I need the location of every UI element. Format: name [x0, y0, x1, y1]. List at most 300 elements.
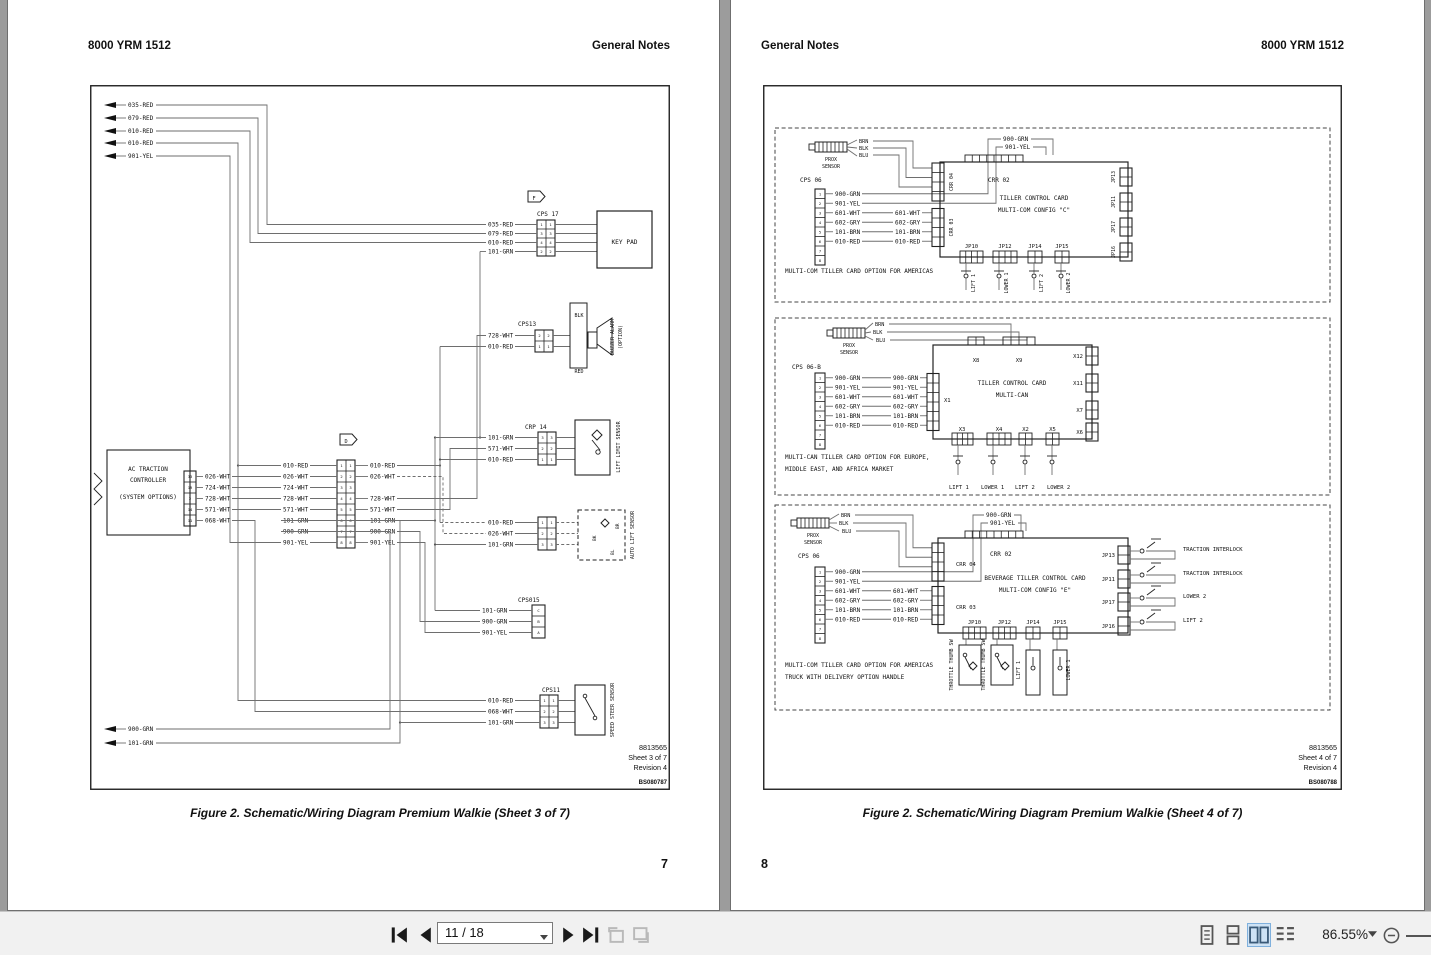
page-dropdown-caret-icon[interactable] [540, 929, 548, 944]
zoom-out-icon [1382, 926, 1401, 945]
connector-label: X7 [1076, 408, 1083, 414]
connector-label: JP11 [1111, 195, 1117, 209]
diagram-label: 728-WHT [370, 495, 396, 503]
diagram-label: 900-GRN [1003, 136, 1029, 143]
pin-number: 2 [818, 578, 822, 584]
pin-number: 3 [349, 485, 352, 491]
switch-label: LIFT 2 [1015, 485, 1035, 491]
pin-number: 5 [818, 607, 822, 613]
zoom-out-button[interactable] [1382, 926, 1404, 948]
next-view-icon [630, 924, 652, 946]
layout-continuous-button[interactable] [1222, 924, 1244, 946]
diagram-label: 602-GRY [835, 403, 861, 411]
pin-number: 6 [349, 518, 352, 524]
diagram-note: TRUCK WITH DELIVERY OPTION HANDLE [785, 674, 905, 681]
diagram-label: 900-GRN [283, 528, 309, 536]
pin-number: 5 [818, 413, 822, 419]
device-label: KEY PAD [611, 239, 638, 246]
diagram-label: 900-GRN [835, 190, 861, 198]
pin-number: 33 [187, 474, 193, 480]
sensor-label: PROX [824, 157, 838, 163]
diagram-label: 101-BRN [835, 606, 861, 614]
diagram-label: 101-BRN [893, 412, 919, 420]
diagram-label: BRN [875, 322, 885, 328]
diagram-label: 101-BRN [835, 228, 861, 236]
diagram-label: 601-WHT [835, 587, 861, 595]
pin-number: 2 [540, 249, 543, 255]
pin-number: 3 [541, 542, 544, 548]
connector-label: CRR 03 [956, 605, 976, 611]
page8-header-right: 8000 YRM 1512 [1261, 40, 1344, 52]
pin-number: 7 [349, 529, 352, 535]
diagram-label: 010-RED [283, 462, 309, 470]
diagram-label: 101-GRN [488, 248, 514, 256]
diagram-note: MULTI-COM TILLER CARD OPTION FOR AMERICAS [785, 662, 934, 669]
figure-caption: Figure 2. Schematic/Wiring Diagram Premium Walkie (Sheet 3 of 7) [190, 806, 570, 820]
next-view-button[interactable] [630, 924, 652, 946]
diagram-label: 101-GRN [128, 740, 154, 747]
pin-number: 8 [818, 635, 822, 641]
diagram-label: 571-WHT [205, 506, 231, 514]
pin-number: 1 [340, 463, 343, 469]
diagram-label: 901-YEL [1005, 144, 1031, 151]
connector-label: JP15 [1055, 244, 1069, 250]
pin-number: 3 [818, 588, 822, 594]
pin-number: 8 [349, 540, 352, 546]
pin-number: 2 [541, 446, 544, 452]
diagram-label: 900-GRN [128, 726, 154, 733]
pin-number: 1 [550, 520, 553, 526]
diagram-label: 901-YEL [835, 578, 861, 586]
pin-number: 1 [540, 222, 543, 228]
pin-number: A [537, 630, 540, 636]
diagram-label: BLU [842, 529, 852, 535]
pin-number: 5 [340, 507, 343, 513]
diagram-label: BRN [841, 513, 851, 519]
pin-number: 2 [818, 384, 822, 390]
pin-number: 2 [818, 200, 822, 206]
diagram-label: 602-GRY [835, 219, 861, 227]
pin-number: 1 [818, 191, 822, 197]
card-title: TILLER CONTROL CARD [977, 380, 1047, 387]
diagram-label: 035-RED [128, 102, 154, 109]
page7-header-right: General Notes [592, 40, 670, 52]
pin-number: 4 [818, 597, 822, 603]
pin-number: 8 [340, 540, 343, 546]
switch-label: LOWER 2 [1183, 594, 1207, 600]
diagram-label: 010-RED [370, 462, 396, 470]
pin-number: 7 [818, 626, 822, 632]
diagram-label: 010-RED [488, 456, 514, 464]
pdf-page-8 [731, 0, 1424, 910]
pin-number: 1 [543, 698, 546, 704]
diagram-label: 728-WHT [205, 495, 231, 503]
diagram-label: 901-YEL [835, 384, 861, 392]
switch-label: THROTTLE THUMB SW [981, 639, 987, 691]
flag-marker: D [344, 439, 348, 445]
zoom-dropdown-caret-icon[interactable] [1368, 929, 1378, 939]
pin-number: 2 [552, 709, 555, 715]
page7-header-left: 8000 YRM 1512 [88, 40, 171, 52]
single-page-icon [1196, 924, 1218, 946]
device-label: (OPTION) [618, 324, 624, 350]
page-number: 7 [661, 857, 668, 871]
diagram-label: 900-GRN [835, 374, 861, 382]
connector-label: JP14 [1026, 620, 1040, 626]
pin-number: 14 [187, 507, 193, 513]
diagram-label: BK [593, 535, 598, 541]
pin-number: 2 [550, 531, 553, 537]
diagram-label: 602-GRY [895, 219, 921, 227]
diagram-label: 010-RED [488, 239, 514, 247]
wiring-diagram-sheet3 [90, 85, 670, 790]
pin-number: 1 [818, 375, 822, 381]
revision: Revision 4 [633, 763, 667, 772]
connector-label: CRR 03 [949, 218, 955, 237]
connector-label: CPS 06 [798, 553, 820, 560]
continuous-pages-icon [1222, 924, 1244, 946]
diagram-label: 101-BRN [835, 412, 861, 420]
page8-header-left: General Notes [761, 40, 839, 52]
pin-number: 1 [550, 457, 553, 463]
pin-number: 8 [818, 257, 822, 263]
connector-label: X9 [1015, 358, 1023, 364]
diagram-label: 901-YEL [482, 629, 508, 637]
pin-number: 2 [340, 474, 343, 480]
pin-number: 3 [818, 394, 822, 400]
diagram-note: MULTI-COM TILLER CARD OPTION FOR AMERICAS [785, 268, 934, 275]
diagram-label: 010-RED [128, 128, 154, 135]
sensor-label: SENSOR [803, 540, 823, 546]
zoom-slider-track[interactable] [1406, 935, 1431, 937]
connector-label: JP15 [1053, 620, 1067, 626]
pin-number: 6 [818, 238, 822, 244]
previous-view-button[interactable] [605, 924, 627, 946]
card-title: MULTI-COM CONFIG "E" [998, 587, 1072, 594]
diagram-label: 026-WHT [370, 473, 396, 481]
sensor-label: PROX [806, 533, 820, 539]
part-number: 8813565 [639, 743, 667, 752]
diagram-label: 010-RED [835, 238, 861, 246]
pin-number: 4 [818, 403, 822, 409]
last-page-button[interactable] [579, 924, 601, 946]
diagram-label: BLU [859, 153, 869, 159]
pin-number: 2 [538, 333, 541, 339]
diagram-label: 010-RED [128, 140, 154, 147]
connector-label: X12 [1073, 354, 1083, 360]
switch-label: LOWER 2 [1066, 272, 1072, 294]
diagram-label: 602-GRY [893, 403, 919, 411]
diagram-label: 901-YEL [893, 384, 919, 392]
diagram-label: BLK [574, 313, 584, 319]
page-number: 8 [761, 857, 768, 871]
connector-label: JP10 [967, 620, 982, 626]
figure-caption: Figure 2. Schematic/Wiring Diagram Premium Walkie (Sheet 4 of 7) [862, 806, 1243, 820]
card-title: TILLER CONTROL CARD [999, 195, 1069, 202]
diagram-label: BLU [876, 338, 886, 344]
two-page-continuous-icon [1274, 924, 1296, 946]
device-label: (SYSTEM OPTIONS) [119, 494, 177, 501]
connector-label: CPS11 [542, 687, 561, 694]
diagram-label: 901-YEL [370, 539, 396, 547]
connector-label: JP12 [997, 620, 1012, 626]
viewer-toolbar [0, 911, 1431, 955]
pin-number: B [537, 619, 540, 625]
diagram-label: 724-WHT [205, 484, 231, 492]
diagram-label: 010-RED [488, 697, 514, 705]
diagram-label: 900-GRN [370, 528, 396, 536]
pin-number: 1 [549, 222, 552, 228]
pin-number: 3 [818, 210, 822, 216]
diagram-label: BRN [859, 139, 869, 145]
connector-label: JP16 [1111, 245, 1117, 259]
switch-label: LIFT 1 [949, 485, 969, 491]
switch-label: LIFT 1 [971, 273, 977, 293]
diagram-label: 010-RED [895, 238, 921, 246]
first-page-icon [389, 924, 411, 946]
pin-number: 3 [552, 720, 555, 726]
diagram-label: 035-RED [488, 221, 514, 229]
diagram-label: 101-BRN [895, 228, 921, 236]
connector-label: CPS 06-B [792, 364, 821, 371]
switch-label: LOWER 1 [981, 485, 1005, 491]
pin-number: 19 [187, 485, 193, 491]
diagram-label: 026-WHT [283, 473, 309, 481]
device-label: CONTROLLER [129, 477, 167, 484]
layout-two-page-button[interactable] [1248, 924, 1270, 946]
pdf-page-7 [8, 0, 719, 910]
connector-label: CPS015 [518, 597, 540, 604]
connector-label: JP12 [998, 244, 1012, 250]
pin-number: 2 [550, 446, 553, 452]
device-label: LIFT LIMIT SENSOR [616, 421, 622, 473]
connector-label: X5 [1049, 427, 1056, 433]
pin-number: 4 [818, 219, 822, 225]
pin-number: 7 [818, 248, 822, 254]
diagram-label: 901-YEL [283, 539, 309, 547]
pin-number: C [537, 608, 540, 614]
diagram-label: BLK [839, 521, 849, 527]
diagram-label: 728-WHT [283, 495, 309, 503]
connector-label: X1 [944, 398, 951, 404]
diagram-label: 026-WHT [488, 530, 514, 538]
diagram-label: BL [611, 549, 616, 555]
pin-number: 3 [543, 720, 546, 726]
card-title: MULTI-COM CONFIG "C" [997, 207, 1071, 214]
diagram-label: 601-WHT [893, 393, 919, 401]
connector-label: JP13 [1111, 170, 1117, 184]
pin-number: 3 [550, 435, 553, 441]
wiring-diagram-sheet4 [763, 85, 1342, 790]
switch-label: LOWER 1 [1004, 272, 1010, 294]
pin-number: 3 [550, 542, 553, 548]
sensor-label: PROX [842, 343, 856, 349]
device-label: AUTO LIFT SENSOR [630, 510, 636, 560]
diagram-label: 101-GRN [283, 517, 309, 525]
switch-label: TRACTION INTERLOCK [1183, 571, 1243, 577]
connector-label: JP10 [964, 244, 979, 250]
diagram-label: 010-RED [893, 422, 919, 430]
diagram-label: 010-RED [893, 616, 919, 624]
pin-number: 3 [541, 435, 544, 441]
connector-label: X6 [1076, 430, 1083, 436]
diagram-label: 026-WHT [205, 473, 231, 481]
connector-label: JP14 [1028, 244, 1042, 250]
pin-number: 1 [541, 457, 544, 463]
diagram-label: 601-WHT [895, 209, 921, 217]
pin-number: 7 [340, 529, 343, 535]
diagram-note: MIDDLE EAST, AND AFRICA MARKET [785, 466, 894, 473]
diagram-label: BLK [859, 146, 869, 152]
pin-number: 1 [538, 344, 541, 350]
switch-label: TRACTION INTERLOCK [1183, 547, 1243, 553]
diagram-label: BLK [873, 330, 883, 336]
pin-number: 3 [340, 485, 343, 491]
sheet-number: Sheet 3 of 7 [628, 753, 667, 762]
pin-number: 5 [818, 229, 822, 235]
connector-label: X8 [972, 358, 980, 364]
diagram-label: 079-RED [488, 230, 514, 238]
card-title: BEVERAGE TILLER CONTROL CARD [984, 575, 1086, 582]
layout-two-page-continuous-button[interactable] [1274, 924, 1296, 946]
connector-label: CPS 17 [537, 211, 559, 218]
pin-number: 11 [187, 518, 193, 524]
diagram-label: 010-RED [488, 343, 514, 351]
diagram-label: 010-RED [835, 616, 861, 624]
revision: Revision 4 [1303, 763, 1337, 772]
pin-number: 8 [818, 441, 822, 447]
pin-number: 1 [547, 344, 550, 350]
page-input-value: 11 / 18 [445, 925, 484, 940]
diagram-label: 068-WHT [488, 708, 514, 716]
pin-number: 3 [549, 231, 552, 237]
diagram-note: MULTI-CAN TILLER CARD OPTION FOR EUROPE, [785, 454, 930, 461]
pin-number: 2 [188, 496, 192, 502]
pin-number: 1 [818, 569, 822, 575]
previous-page-icon [415, 924, 437, 946]
device-label: SPEED STEER SENSOR [610, 682, 616, 738]
connector-label: JP16 [1101, 624, 1115, 630]
diagram-label: 101-BRN [893, 606, 919, 614]
device-label: BUZZER ALARM [610, 318, 616, 356]
connector-label: CPS13 [518, 321, 537, 328]
diagram-label: 068-WHT [205, 517, 231, 525]
pin-number: 1 [349, 463, 352, 469]
diagram-label: 010-RED [835, 422, 861, 430]
connector-label: CRP 14 [525, 424, 547, 431]
diagram-label: 101-GRN [488, 434, 514, 442]
device-label: AC TRACTION [128, 466, 168, 473]
diagram-label: 571-WHT [370, 506, 396, 514]
pin-number: 2 [543, 709, 546, 715]
pin-number: 6 [818, 616, 822, 622]
previous-page-button[interactable] [415, 924, 437, 946]
pin-number: 2 [547, 333, 550, 339]
diagram-label: 900-GRN [835, 568, 861, 576]
diagram-label: 901-YEL [835, 200, 861, 208]
diagram-label: 101-GRN [370, 517, 396, 525]
switch-label: LIFT 2 [1039, 273, 1045, 293]
connector-label: CPS 06 [800, 177, 822, 184]
diagram-label: 601-WHT [835, 393, 861, 401]
pin-number: 2 [349, 474, 352, 480]
connector-label: X3 [958, 427, 966, 433]
sheet-number: Sheet 4 of 7 [1298, 753, 1337, 762]
pin-number: 5 [349, 507, 352, 513]
connector-label: X11 [1073, 381, 1083, 387]
pin-number: 6 [818, 422, 822, 428]
switch-label: LOWER 2 [1047, 485, 1071, 491]
connector-label: CRR 04 [956, 562, 976, 568]
layout-single-page-button[interactable] [1196, 924, 1218, 946]
diagram-label: 101-GRN [482, 607, 508, 615]
pin-number: 7 [818, 432, 822, 438]
switch-label: LIFT 1 [1016, 660, 1022, 680]
pin-number: 4 [540, 240, 543, 246]
diagram-label: BR [616, 523, 621, 529]
diagram-label: 601-WHT [835, 209, 861, 217]
pin-number: 4 [549, 240, 552, 246]
diagram-label: 728-WHT [488, 332, 514, 340]
pin-number: 4 [340, 496, 343, 502]
diagram-label: 900-GRN [986, 512, 1012, 519]
pin-number: 3 [540, 231, 543, 237]
sensor-label: SENSOR [821, 164, 841, 170]
diagram-label: 571-WHT [488, 445, 514, 453]
diagram-label: RED [574, 369, 584, 375]
sensor-label: SENSOR [839, 350, 859, 356]
diagram-label: 101-GRN [488, 719, 514, 727]
diagram-label: 900-GRN [893, 374, 919, 382]
diagram-label: 571-WHT [283, 506, 309, 514]
first-page-button[interactable] [389, 924, 411, 946]
pin-number: 4 [349, 496, 352, 502]
diagram-label: 724-WHT [283, 484, 309, 492]
card-title: MULTI-CAN [995, 392, 1029, 399]
drawing-code: BS080788 [1308, 780, 1337, 786]
diagram-label: 101-GRN [488, 541, 514, 549]
switch-label: LOWER 1 [1066, 659, 1072, 681]
diagram-label: 901-YEL [128, 153, 154, 160]
pin-number: 1 [541, 520, 544, 526]
connector-label: CRR 04 [949, 172, 955, 192]
diagram-label: 901-YEL [990, 520, 1016, 527]
diagram-label: 601-WHT [893, 587, 919, 595]
pin-number: 6 [340, 518, 343, 524]
pin-number: 1 [552, 698, 555, 704]
connector-label: X2 [1022, 427, 1029, 433]
connector-label: CRR 02 [990, 551, 1012, 558]
zoom-level: 86.55% [1322, 927, 1368, 942]
previous-view-icon [605, 924, 627, 946]
switch-label: LIFT 2 [1183, 618, 1203, 624]
pin-number: 2 [549, 249, 552, 255]
connector-label: X4 [995, 427, 1003, 433]
diagram-label: 900-GRN [482, 618, 508, 626]
drawing-code: BS080787 [638, 780, 667, 786]
next-page-button[interactable] [557, 924, 579, 946]
flag-marker: F [532, 196, 536, 202]
connector-label: JP17 [1111, 220, 1117, 234]
diagram-label: 079-RED [128, 115, 154, 122]
next-page-icon [557, 924, 579, 946]
diagram-label: 010-RED [488, 519, 514, 527]
page-number-input[interactable] [437, 922, 553, 944]
last-page-icon [579, 924, 601, 946]
part-number: 8813565 [1309, 743, 1337, 752]
connector-label: JP11 [1101, 577, 1115, 583]
pin-number: 2 [541, 531, 544, 537]
